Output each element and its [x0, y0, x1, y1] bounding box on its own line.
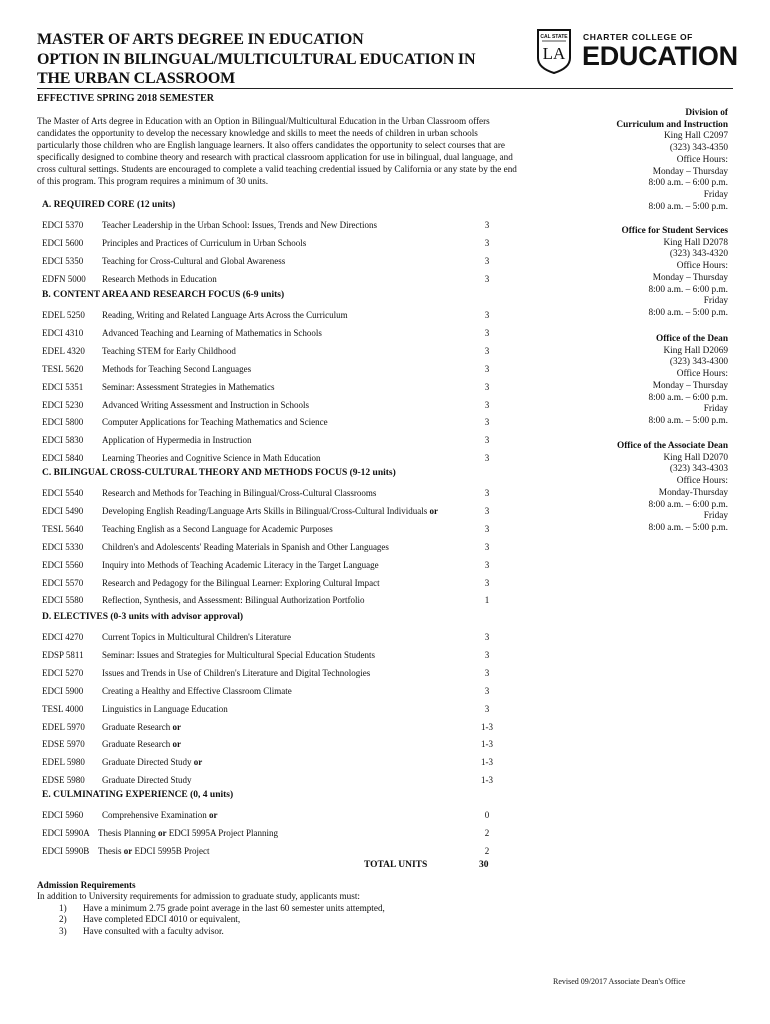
- office-name: Division of: [685, 108, 728, 118]
- office-detail: 8:00 a.m. – 5:00 p.m.: [648, 415, 728, 426]
- course-row: [42, 417, 497, 431]
- course-code: EDCI 5350: [42, 255, 84, 266]
- course-code: EDCI 5570: [42, 577, 84, 588]
- course-units: 3: [484, 453, 490, 464]
- course-row: [42, 595, 497, 609]
- course-units: 3: [484, 327, 490, 338]
- cal-state-la-seal-icon: [536, 28, 572, 74]
- course-title: Reflection, Synthesis, and Assessment: Bilingual Authorization Portfolio: [102, 595, 365, 606]
- office-detail: Monday – Thursday: [652, 166, 728, 177]
- course-code: EDFN 5000: [42, 273, 86, 284]
- office-name: Office of the Dean: [655, 334, 728, 344]
- course-row: [42, 400, 497, 414]
- course-title: Seminar: Issues and Strategies for Multicultural Special Education Students: [102, 649, 375, 660]
- section-heading: C. BILINGUAL CROSS-CULTURAL THEORY AND METHODS FOCUS (9-12 units): [42, 468, 396, 478]
- course-code: EDCI 5230: [42, 399, 84, 410]
- office-detail: (323) 343-4303: [669, 464, 728, 475]
- effective-date: EFFECTIVE SPRING 2018 SEMESTER: [37, 93, 214, 104]
- course-row: [42, 453, 497, 467]
- office-detail: Monday – Thursday: [652, 380, 728, 391]
- course-title: Application of Hypermedia in Instruction: [102, 435, 252, 446]
- course-title: Children's and Adolescents' Reading Materials in Spanish and Other Languages: [102, 541, 389, 552]
- office-name: Office for Student Services: [621, 226, 728, 236]
- or-conjunction: or: [170, 721, 181, 732]
- course-title: Inquiry into Methods of Teaching Academic Literacy in the Target Language: [102, 559, 379, 570]
- course-units: 3: [484, 559, 490, 570]
- office-detail: Friday: [703, 296, 728, 307]
- course-units: 3: [484, 649, 490, 660]
- course-title: Linguistics in Language Education: [102, 703, 228, 714]
- course-code: EDSE 5970: [42, 739, 85, 750]
- seal-top-text: CAL STATE: [540, 34, 568, 40]
- course-row: [42, 632, 497, 646]
- office-detail: Office Hours:: [676, 476, 728, 487]
- course-code: EDCI 5900: [42, 685, 84, 696]
- course-title: Reading, Writing and Related Language Arts Across the Curriculum: [102, 310, 348, 320]
- course-units: 3: [484, 363, 490, 374]
- course-code: EDCI 5960: [42, 810, 84, 820]
- office-name: Office of the Associate Dean: [616, 441, 728, 451]
- office-detail: Monday – Thursday: [652, 272, 728, 283]
- office-detail: Friday: [703, 511, 728, 522]
- header-divider: [37, 88, 733, 89]
- course-code: EDEL 5250: [42, 310, 85, 320]
- course-title: Teaching STEM for Early Childhood: [102, 345, 236, 356]
- course-row: [42, 506, 497, 520]
- course-code: EDEL 4320: [42, 345, 85, 356]
- admission-item: 2) Have completed EDCI 4010 or equivalent,: [59, 914, 241, 925]
- course-code: EDCI 5560: [42, 559, 84, 570]
- or-conjunction: or: [155, 827, 167, 838]
- course-units: 2: [484, 827, 490, 838]
- admission-lead: In addition to University requirements for admission to graduate study, applicants must:: [37, 891, 360, 902]
- course-row: [42, 650, 497, 664]
- course-row: [42, 346, 497, 360]
- course-title: Graduate Directed Study: [102, 775, 192, 786]
- office-detail: 8:00 a.m. – 6:00 p.m.: [648, 392, 728, 403]
- course-row: [42, 739, 497, 753]
- section-heading: D. ELECTIVES (0-3 units with advisor approval): [42, 612, 244, 622]
- course-row: [42, 310, 497, 324]
- course-code: TESL 5640: [42, 523, 84, 534]
- office-detail: Monday-Thursday: [658, 487, 728, 498]
- course-code: EDCI 5490: [42, 505, 84, 516]
- course-units: 1-3: [481, 775, 493, 786]
- course-row: [42, 542, 497, 556]
- course-units: 3: [484, 310, 490, 320]
- course-code: EDEL 5970: [42, 721, 85, 732]
- course-code: EDEL 5980: [42, 757, 85, 768]
- course-title: Comprehensive Examination or: [102, 810, 218, 820]
- office-detail: Office Hours:: [676, 261, 728, 272]
- course-row: [42, 757, 497, 771]
- course-title: Creating a Healthy and Effective Classroom Climate: [102, 685, 292, 696]
- office-detail: Office Hours:: [676, 154, 728, 165]
- course-title: Teaching English as a Second Language for Academic Purposes: [102, 523, 333, 534]
- or-conjunction: or: [427, 505, 438, 516]
- course-units: 3: [484, 417, 490, 428]
- course-title: Research and Methods for Teaching in Bilingual/Cross-Cultural Classrooms: [102, 488, 377, 498]
- office-detail: 8:00 a.m. – 6:00 p.m.: [648, 284, 728, 295]
- office-block: [548, 226, 728, 320]
- intro-paragraph: The Master of Arts degree in Education with an Option in Bilingual/Multicultural Education in the Urban Classroom offers candidates the opportunity to develop the necessary knowledge and skills to meet the needs of children in urban schools particularly those children who are English language learners. It also offers candidates the opportunity to select courses that are specifically designed to combine theory and research with practical classroom application for use in bilingual, dual language, and cross cultural settings. Students are encouraged to complete a valid teaching credential issued by California or any state by the end of this program. This program requires a minimum of 30 units.: [37, 116, 517, 186]
- course-row: [42, 274, 497, 288]
- course-code: TESL 5620: [42, 363, 84, 374]
- course-units: 3: [484, 505, 490, 516]
- or-conjunction: or: [191, 757, 203, 768]
- course-title: Research Methods in Education: [102, 273, 217, 284]
- course-row: [42, 704, 497, 718]
- course-code: EDCI 5330: [42, 541, 84, 552]
- course-row: [42, 686, 497, 700]
- course-title: Research and Pedagogy for the Bilingual Learner: Exploring Cultural Impact: [102, 577, 380, 588]
- course-units: 2: [484, 845, 490, 856]
- logo-small-text: CHARTER COLLEGE OF: [583, 32, 693, 42]
- office-detail: 8:00 a.m. – 5:00 p.m.: [648, 522, 728, 533]
- course-units: 3: [484, 523, 490, 534]
- course-row: [42, 435, 497, 449]
- course-code: EDCI 5540: [42, 488, 84, 498]
- course-code: EDCI 4310: [42, 327, 84, 338]
- section-heading: A. REQUIRED CORE (12 units): [42, 200, 176, 210]
- admission-item: 3) Have consulted with a faculty advisor.: [59, 925, 224, 936]
- section-heading: B. CONTENT AREA AND RESEARCH FOCUS (6-9 units): [42, 290, 285, 300]
- or-conjunction: or: [170, 739, 181, 750]
- course-units: 3: [484, 667, 490, 678]
- course-units: 3: [484, 255, 490, 266]
- total-value: 30: [479, 860, 489, 870]
- course-title: Current Topics in Multicultural Children's Literature: [102, 632, 292, 642]
- course-units: 0: [484, 810, 490, 820]
- office-block: [548, 334, 728, 428]
- office-detail: Friday: [703, 404, 728, 415]
- office-detail: 8:00 a.m. – 6:00 p.m.: [648, 499, 728, 510]
- alt-course: EDCI 5995A Project Planning: [166, 827, 278, 838]
- or-conjunction: or: [206, 810, 218, 820]
- total-label: TOTAL UNITS: [364, 860, 428, 870]
- admission-heading: Admission Requirements: [37, 880, 136, 890]
- course-code: EDCI 5270: [42, 667, 84, 678]
- course-title: Issues and Trends in Use of Children's Literature and Digital Technologies: [102, 667, 371, 678]
- office-detail: 8:00 a.m. – 6:00 p.m.: [648, 178, 728, 189]
- office-detail: (323) 343-4350: [669, 143, 728, 154]
- office-detail: King Hall C2097: [663, 131, 728, 142]
- course-title: Seminar: Assessment Strategies in Mathematics: [102, 381, 275, 392]
- course-units: 3: [484, 273, 490, 284]
- course-code: TESL 4000: [42, 703, 84, 714]
- office-detail: King Hall D2078: [663, 237, 728, 248]
- course-units: 3: [484, 237, 490, 248]
- course-row: [42, 524, 497, 538]
- course-title: Graduate Directed Study or: [102, 757, 203, 768]
- course-code: EDCI 5600: [42, 237, 84, 248]
- title-line: MASTER OF ARTS DEGREE IN EDUCATION: [37, 31, 364, 48]
- course-code: EDCI 5990B: [42, 845, 90, 856]
- office-detail: Office Hours:: [676, 369, 728, 380]
- course-units: 3: [484, 345, 490, 356]
- course-code: EDSE 5980: [42, 775, 85, 786]
- course-row: [42, 846, 497, 860]
- admission-list: [37, 903, 385, 937]
- course-units: 1: [484, 595, 490, 606]
- office-name: Curriculum and Instruction: [616, 119, 728, 130]
- course-units: 1-3: [481, 721, 493, 732]
- course-code: EDCI 5800: [42, 417, 84, 428]
- office-detail: King Hall D2070: [663, 452, 728, 463]
- title-line: OPTION IN BILINGUAL/MULTICULTURAL EDUCATION IN: [37, 50, 476, 68]
- course-title: Thesis Planning or EDCI 5995A Project Planning: [98, 827, 278, 838]
- course-units: 3: [484, 541, 490, 552]
- course-row: [42, 578, 497, 592]
- course-row: [42, 488, 497, 502]
- title-line: THE URBAN CLASSROOM: [37, 70, 236, 87]
- course-code: EDSP 5811: [42, 649, 84, 660]
- course-code: EDCI 5830: [42, 435, 84, 446]
- logo-big-text: EDUCATION: [582, 41, 738, 71]
- course-title: Advanced Writing Assessment and Instruction in Schools: [102, 399, 309, 410]
- course-row: [42, 364, 497, 378]
- total-units: [364, 860, 489, 870]
- course-code: EDCI 5840: [42, 453, 84, 464]
- course-title: Learning Theories and Cognitive Science in Math Education: [102, 453, 321, 464]
- admission-item: 1) Have a minimum 2.75 grade point average in the last 60 semester units attempted,: [59, 902, 385, 913]
- office-block: [548, 441, 728, 535]
- course-row: [42, 810, 497, 824]
- course-title: Developing English Reading/Language Arts Skills in Bilingual/Cross-Cultural Individuals or: [102, 505, 438, 516]
- course-code: EDCI 5580: [42, 595, 84, 606]
- course-title: Thesis or EDCI 5995B Project: [98, 845, 210, 856]
- section-heading: E. CULMINATING EXPERIENCE (0, 4 units): [42, 790, 234, 800]
- course-row: [42, 775, 497, 789]
- course-title: Graduate Research or: [102, 721, 181, 732]
- course-code: EDCI 5370: [42, 220, 84, 230]
- course-row: [42, 722, 497, 736]
- course-row: [42, 382, 497, 396]
- office-detail: (323) 343-4300: [669, 357, 728, 368]
- course-row: [42, 238, 497, 252]
- course-code: EDCI 5351: [42, 381, 84, 392]
- course-units: 3: [484, 577, 490, 588]
- course-units: 3: [484, 685, 490, 696]
- or-conjunction: or: [121, 845, 133, 856]
- course-row: [42, 328, 497, 342]
- course-row: [42, 220, 497, 234]
- office-block: [548, 108, 728, 213]
- course-code: EDCI 5990A: [42, 827, 90, 838]
- course-units: 3: [484, 488, 490, 498]
- course-units: 3: [484, 220, 490, 230]
- office-detail: Friday: [703, 189, 728, 200]
- alt-course: EDCI 5995B Project: [132, 845, 210, 856]
- course-units: 1-3: [481, 757, 493, 768]
- document-title: [37, 30, 517, 89]
- college-logo: [536, 28, 736, 80]
- course-units: 3: [484, 703, 490, 714]
- course-units: 3: [484, 399, 490, 410]
- course-row: [42, 668, 497, 682]
- office-detail: 8:00 a.m. – 5:00 p.m.: [648, 307, 728, 318]
- office-detail: King Hall D2069: [663, 345, 728, 356]
- course-title: Advanced Teaching and Learning of Mathematics in Schools: [102, 327, 322, 338]
- course-units: 3: [484, 435, 490, 446]
- course-row: [42, 828, 497, 842]
- course-units: 3: [484, 381, 490, 392]
- seal-letters: LA: [542, 44, 566, 63]
- admission-requirements: [37, 880, 385, 937]
- course-title: Teacher Leadership in the Urban School: Issues, Trends and New Directions: [102, 220, 378, 230]
- revised-note: Revised 09/2017 Associate Dean's Office: [553, 977, 686, 986]
- course-title: Principles and Practices of Curriculum in Urban Schools: [102, 237, 307, 248]
- course-units: 1-3: [481, 739, 493, 750]
- course-title: Graduate Research or: [102, 739, 181, 750]
- course-row: [42, 560, 497, 574]
- course-title: Teaching for Cross-Cultural and Global Awareness: [102, 255, 286, 266]
- office-detail: 8:00 a.m. – 5:00 p.m.: [648, 201, 728, 212]
- course-row: [42, 256, 497, 270]
- course-title: Computer Applications for Teaching Mathematics and Science: [102, 417, 328, 428]
- course-code: EDCI 4270: [42, 632, 84, 642]
- course-title: Methods for Teaching Second Languages: [102, 363, 252, 374]
- course-units: 3: [484, 632, 490, 642]
- office-detail: (323) 343-4320: [669, 249, 728, 260]
